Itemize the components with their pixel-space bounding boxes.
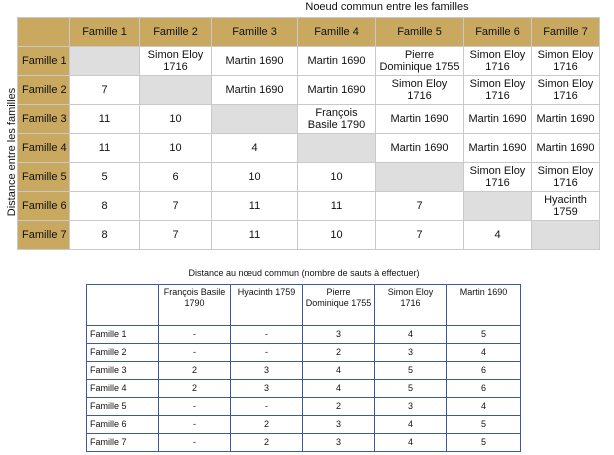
- table-cell: 8: [70, 221, 140, 250]
- table-row: [18, 76, 600, 105]
- table-cell: 4: [375, 326, 447, 344]
- table-cell: 6: [447, 362, 521, 380]
- table-row: [18, 105, 600, 134]
- table1-col-header: Famille 7: [532, 18, 600, 47]
- table-cell: 3: [303, 434, 375, 452]
- table2-col-header: Pierre Dominique 1755: [303, 285, 375, 326]
- table1-row-header: Famille 3: [18, 105, 70, 134]
- table-cell: [464, 192, 532, 221]
- table-cell: 5: [375, 362, 447, 380]
- table2-row-header: Famille 5: [87, 398, 159, 416]
- table-cell: 5: [375, 380, 447, 398]
- table-cell: 2: [159, 362, 231, 380]
- table-cell: 2: [231, 416, 303, 434]
- table-cell: 3: [231, 362, 303, 380]
- table-cell: 4: [447, 398, 521, 416]
- table-cell: 7: [376, 221, 464, 250]
- table1-col-header: Famille 2: [140, 18, 212, 47]
- table-row: [87, 416, 521, 434]
- table-cell: 10: [140, 105, 212, 134]
- table-cell: -: [231, 344, 303, 362]
- table-cell: -: [159, 416, 231, 434]
- table-cell: 4: [447, 344, 521, 362]
- table1-corner-cell: [18, 18, 70, 47]
- table-cell: 11: [70, 105, 140, 134]
- table-row: [87, 326, 521, 344]
- table2-row-header: Famille 7: [87, 434, 159, 452]
- table-cell: Simon Eloy 1716: [532, 76, 600, 105]
- table-cell: Martin 1690: [212, 47, 298, 76]
- table-cell: 2: [159, 380, 231, 398]
- table-cell: Martin 1690: [376, 105, 464, 134]
- table-cell: [298, 134, 376, 163]
- table-row: [87, 380, 521, 398]
- table2-col-header: Hyacinth 1759: [231, 285, 303, 326]
- table-cell: 5: [70, 163, 140, 192]
- table-cell: Simon Eloy 1716: [532, 47, 600, 76]
- table1-row-header: Famille 4: [18, 134, 70, 163]
- hop-distance-table: [86, 284, 521, 452]
- table-cell: Martin 1690: [298, 76, 376, 105]
- table-cell: 11: [212, 221, 298, 250]
- table-cell: -: [231, 326, 303, 344]
- table-cell: Martin 1690: [464, 134, 532, 163]
- table-cell: [212, 105, 298, 134]
- table-cell: 3: [303, 416, 375, 434]
- table-cell: 4: [464, 221, 532, 250]
- table-cell: 3: [375, 344, 447, 362]
- table-cell: Simon Eloy 1716: [140, 47, 212, 76]
- table-cell: 11: [212, 192, 298, 221]
- table-cell: Simon Eloy 1716: [532, 163, 600, 192]
- table-row: [87, 344, 521, 362]
- table-cell: Simon Eloy 1716: [464, 76, 532, 105]
- table-row: [18, 134, 600, 163]
- table-cell: 4: [303, 362, 375, 380]
- table1-title: Noeud commun entre les familles: [305, 1, 469, 13]
- table-cell: 10: [298, 221, 376, 250]
- table-cell: -: [231, 398, 303, 416]
- table-cell: Martin 1690: [298, 47, 376, 76]
- table1-row-header: Famille 5: [18, 163, 70, 192]
- table-cell: 10: [298, 163, 376, 192]
- table-cell: [70, 47, 140, 76]
- table-cell: 5: [447, 434, 521, 452]
- table-row: [18, 221, 600, 250]
- table-cell: [376, 163, 464, 192]
- table-cell: 3: [231, 380, 303, 398]
- table-cell: -: [159, 434, 231, 452]
- table1-row-header: Famille 7: [18, 221, 70, 250]
- table2-row-header: Famille 3: [87, 362, 159, 380]
- table-cell: 2: [303, 398, 375, 416]
- table-cell: 6: [447, 380, 521, 398]
- table-cell: Martin 1690: [376, 134, 464, 163]
- table-cell: 10: [140, 134, 212, 163]
- table2-col-header: François Basile 1790: [159, 285, 231, 326]
- table-cell: Hyacinth 1759: [532, 192, 600, 221]
- table2-row-header: Famille 6: [87, 416, 159, 434]
- table-cell: 4: [375, 416, 447, 434]
- table-cell: [532, 221, 600, 250]
- table-row: [87, 434, 521, 452]
- table-cell: -: [159, 398, 231, 416]
- table-row: [18, 192, 600, 221]
- table-cell: Martin 1690: [532, 105, 600, 134]
- table1-row-header: Famille 1: [18, 47, 70, 76]
- table1-row-header: Famille 2: [18, 76, 70, 105]
- table-cell: François Basile 1790: [298, 105, 376, 134]
- table-cell: 4: [375, 434, 447, 452]
- table1-col-header: Famille 6: [464, 18, 532, 47]
- table2-corner-cell: [87, 285, 159, 326]
- table-cell: Martin 1690: [464, 105, 532, 134]
- table-cell: Simon Eloy 1716: [464, 47, 532, 76]
- table-cell: 4: [303, 380, 375, 398]
- table-cell: 7: [70, 76, 140, 105]
- table2-row-header: Famille 1: [87, 326, 159, 344]
- table-cell: 3: [375, 398, 447, 416]
- table-row: [87, 362, 521, 380]
- table-cell: Simon Eloy 1716: [464, 163, 532, 192]
- table-cell: Pierre Dominique 1755: [376, 47, 464, 76]
- table1-side-label: Distance entre les familles: [6, 87, 18, 217]
- table2-col-header: Martin 1690: [447, 285, 521, 326]
- table-cell: 5: [447, 326, 521, 344]
- table1-header-row: [18, 18, 600, 47]
- table-cell: 8: [70, 192, 140, 221]
- table1-col-header: Famille 4: [298, 18, 376, 47]
- common-node-table: [17, 17, 600, 250]
- table-cell: 2: [231, 434, 303, 452]
- table-cell: -: [159, 344, 231, 362]
- table2-row-header: Famille 4: [87, 380, 159, 398]
- table-cell: 10: [212, 163, 298, 192]
- table2-header-row: [87, 285, 521, 326]
- table-cell: 11: [70, 134, 140, 163]
- table-cell: 7: [140, 192, 212, 221]
- table-cell: 3: [303, 326, 375, 344]
- table-row: [18, 47, 600, 76]
- table-row: [87, 398, 521, 416]
- table-row: [18, 163, 600, 192]
- table-cell: 4: [212, 134, 298, 163]
- table-cell: [140, 76, 212, 105]
- table1-row-header: Famille 6: [18, 192, 70, 221]
- table-cell: Martin 1690: [212, 76, 298, 105]
- table-cell: 5: [447, 416, 521, 434]
- table-cell: 6: [140, 163, 212, 192]
- table1-col-header: Famille 3: [212, 18, 298, 47]
- table-cell: 7: [140, 221, 212, 250]
- table1-col-header: Famille 1: [70, 18, 140, 47]
- table-cell: Simon Eloy 1716: [376, 76, 464, 105]
- table-cell: Martin 1690: [532, 134, 600, 163]
- table1-col-header: Famille 5: [376, 18, 464, 47]
- table-cell: -: [159, 326, 231, 344]
- table-cell: 7: [376, 192, 464, 221]
- table-cell: 11: [298, 192, 376, 221]
- table2-col-header: Simon Eloy 1716: [375, 285, 447, 326]
- table2-title: Distance au nœud commun (nombre de sauts à effectuer): [188, 268, 420, 278]
- table2-row-header: Famille 2: [87, 344, 159, 362]
- table-cell: 2: [303, 344, 375, 362]
